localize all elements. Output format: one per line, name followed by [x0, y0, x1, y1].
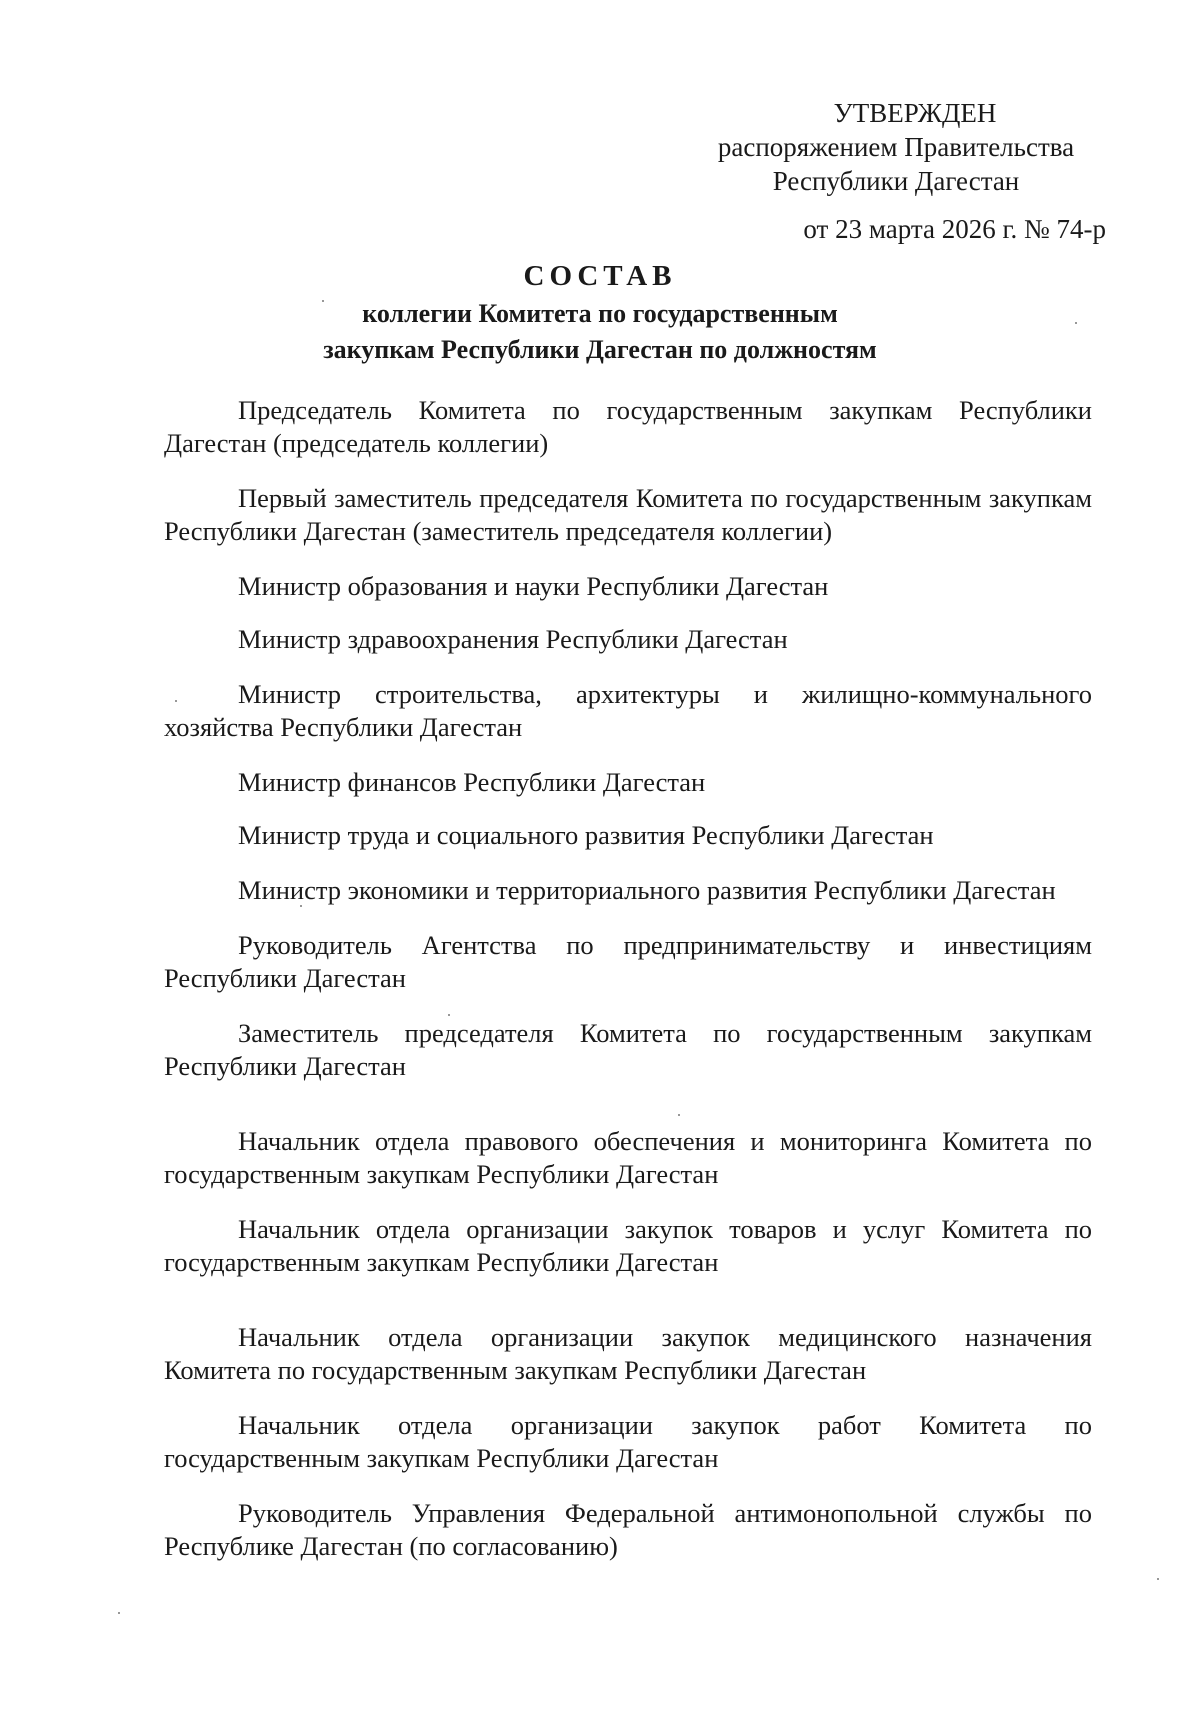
member-item: Министр образования и науки Республики Дагестан [238, 571, 829, 601]
scan-speck [118, 1612, 120, 1614]
scan-speck [1075, 322, 1077, 324]
member-item: Председатель Комитета по государственным закупкам Республики Дагестан (председатель коллегии) [164, 395, 1092, 458]
member-item: Министр экономики и территориального развития Республики Дагестан [238, 875, 1056, 905]
scan-speck [300, 905, 302, 907]
scan-speck [322, 300, 324, 302]
approval-line-2: Республики Дагестан [772, 166, 1020, 196]
approval-title: УТВЕРЖДЕН [833, 98, 997, 128]
document-heading [0, 258, 1200, 368]
approval-block [686, 96, 1106, 246]
document-title: СОСТАВ [523, 260, 677, 292]
member-item: Заместитель председателя Комитета по государственным закупкам Республики Дагестан [164, 1018, 1092, 1081]
members-list [164, 394, 1092, 1563]
scan-speck [678, 1114, 680, 1116]
approval-date: от 23 марта 2026 г. № 74-р [803, 214, 1106, 244]
member-item: Начальник отдела правового обеспечения и мониторинга Комитета по государственным закупкам Республики Дагестан [164, 1126, 1092, 1189]
member-item: Министр здравоохранения Республики Дагестан [238, 624, 788, 654]
approval-line-1: распоряжением Правительства [717, 132, 1075, 162]
member-item: Первый заместитель председателя Комитета по государственным закупкам Республики Дагестан (заместитель председателя коллегии) [164, 483, 1092, 546]
scan-speck [175, 700, 177, 702]
member-item: Начальник отдела организации закупок работ Комитета по государственным закупкам Республики Дагестан [164, 1410, 1092, 1473]
document-subtitle-line-1: коллегии Комитета по государственным [362, 299, 838, 328]
member-item: Начальник отдела организации закупок товаров и услуг Комитета по государственным закупкам Республики Дагестан [164, 1214, 1092, 1277]
member-item: Министр финансов Республики Дагестан [238, 767, 706, 797]
document-subtitle-line-2: закупкам Республики Дагестан по должностям [323, 335, 877, 364]
member-item: Министр труда и социального развития Республики Дагестан [238, 820, 934, 850]
scan-speck [1157, 1578, 1159, 1580]
member-item: Руководитель Управления Федеральной антимонопольной службы по Республике Дагестан (по согласованию) [164, 1498, 1092, 1561]
member-item: Начальник отдела организации закупок медицинского назначения Комитета по государственным закупкам Республики Дагестан [164, 1322, 1092, 1385]
member-item: Министр строительства, архитектуры и жилищно-коммунального хозяйства Республики Дагестан [164, 679, 1092, 742]
scan-speck [448, 1014, 450, 1016]
member-item: Руководитель Агентства по предпринимательству и инвестициям Республики Дагестан [164, 930, 1092, 993]
